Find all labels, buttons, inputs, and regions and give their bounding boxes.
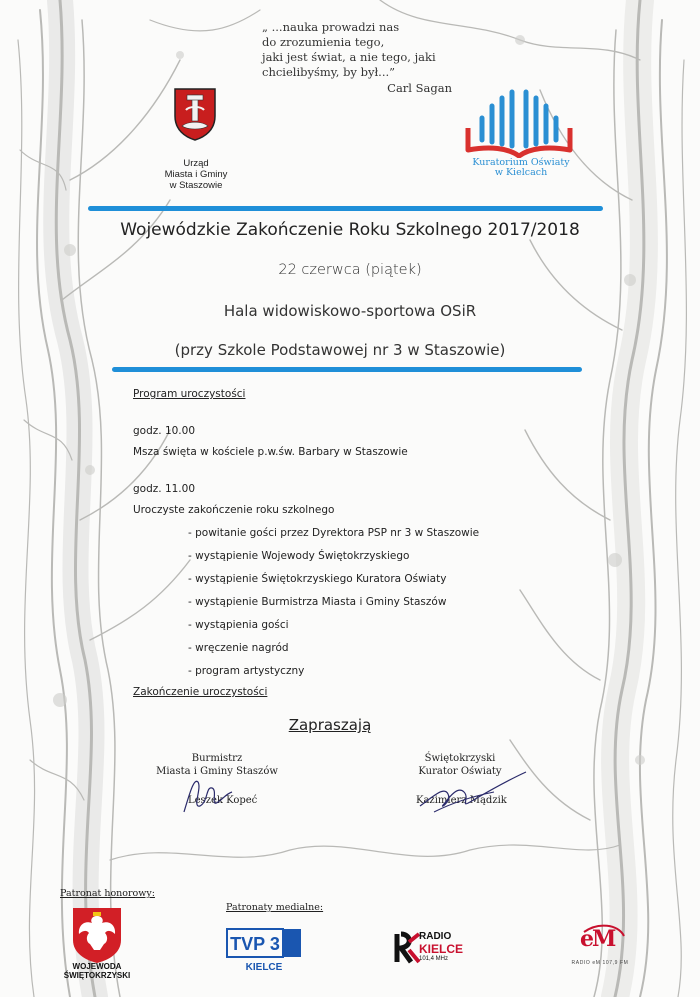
radio-kielce-label: RADIO [419, 931, 452, 942]
program-time: godz. 11.00 [133, 483, 196, 495]
caption-line: Kuratorium Oświaty [472, 157, 570, 168]
caption-line: Urząd [183, 158, 209, 169]
invitation-heading: Zapraszają [288, 716, 372, 734]
signature-role: Świętokrzyski [424, 753, 496, 764]
honorary-patronage-label: Patronat honorowy: [60, 888, 155, 899]
tvp-wordmark: TVP 3 [230, 934, 280, 954]
radio-kielce-city: KIELCE [419, 942, 464, 956]
quote-line: chcielibyśmy, by był...” [262, 65, 396, 79]
event-date: 22 czerwca (piątek) [278, 262, 422, 278]
program-heading: Program uroczystości [133, 388, 246, 400]
program-event: Uroczyste zakończenie roku szkolnego [133, 504, 335, 516]
quote-line: „ ...nauka prowadzi nas [262, 20, 400, 34]
quote-line: jaki jest świat, a nie tego, jaki [262, 50, 436, 64]
program-list-item: - wręczenie nagród [188, 642, 289, 654]
caption-line: Miasta i Gminy [164, 169, 228, 180]
event-venue: Hala widowiskowo-sportowa OSiR [223, 302, 477, 320]
curator-signature-block [386, 752, 534, 778]
program-list-item: - wystąpienie Burmistrza Miasta i Gminy Staszów [188, 596, 447, 608]
tvp3-region: KIELCE [245, 962, 283, 973]
sagan-quote [262, 20, 452, 96]
signature-role: Kurator Oświaty [418, 766, 502, 777]
caption-line: w Staszowie [169, 180, 223, 191]
kuratorium-caption [448, 158, 594, 178]
media-patronage-label: Patronaty medialne: [226, 902, 324, 913]
radio-em-wordmark: eM [580, 926, 615, 952]
staszow-crest-logo [172, 86, 218, 142]
program-closing: Zakończenie uroczystości [133, 686, 268, 698]
program-list-item: - wystąpienie Świętokrzyskiego Kuratora Oświaty [188, 573, 447, 585]
caption-line: w Kielcach [494, 167, 548, 178]
program-list-item: - powitanie gości przez Dyrektora PSP nr 3 w Staszowie [188, 527, 480, 539]
program-list-item: - wystąpienie Wojewody Świętokrzyskiego [188, 550, 410, 562]
program-event: Msza święta w kościele p.w.św. Barbary w Staszowie [133, 446, 408, 458]
quote-line: do zrozumienia tego, [262, 35, 385, 49]
program-list-item: - program artystyczny [188, 665, 305, 677]
signature-role: Miasta i Gminy Staszów [156, 766, 278, 777]
mayor-signature-block [150, 752, 284, 778]
event-title: Wojewódzkie Zakończenie Roku Szkolnego 2017/2018 [120, 220, 580, 240]
header-divider [88, 206, 603, 211]
signature-role: Burmistrz [191, 753, 243, 764]
caption-line: ŚWIĘTOKRZYSKI [63, 971, 131, 980]
voivode-caption [48, 962, 146, 980]
kuratorium-book-logo [460, 88, 578, 158]
mayor-name: Leszek Kopeć [188, 795, 258, 806]
tvp3-logo [226, 926, 302, 960]
curator-name: Kazimierz Mądzik [416, 795, 507, 806]
caption-line: WOJEWODA [72, 962, 122, 971]
polish-eagle-emblem [70, 906, 124, 964]
radio-em-subtitle: RADIO eM 107,9 FM [571, 960, 629, 966]
event-venue-detail: (przy Szkole Podstawowej nr 3 w Staszowie) [174, 341, 506, 359]
quote-author: Carl Sagan [387, 81, 452, 95]
radio-kielce-frequency: 101,4 MHz [419, 956, 449, 962]
program-time: godz. 10.00 [133, 425, 196, 437]
program-list-item: - wystąpienia gości [188, 619, 289, 631]
title-divider [112, 367, 582, 372]
staszow-office-caption [150, 158, 242, 191]
